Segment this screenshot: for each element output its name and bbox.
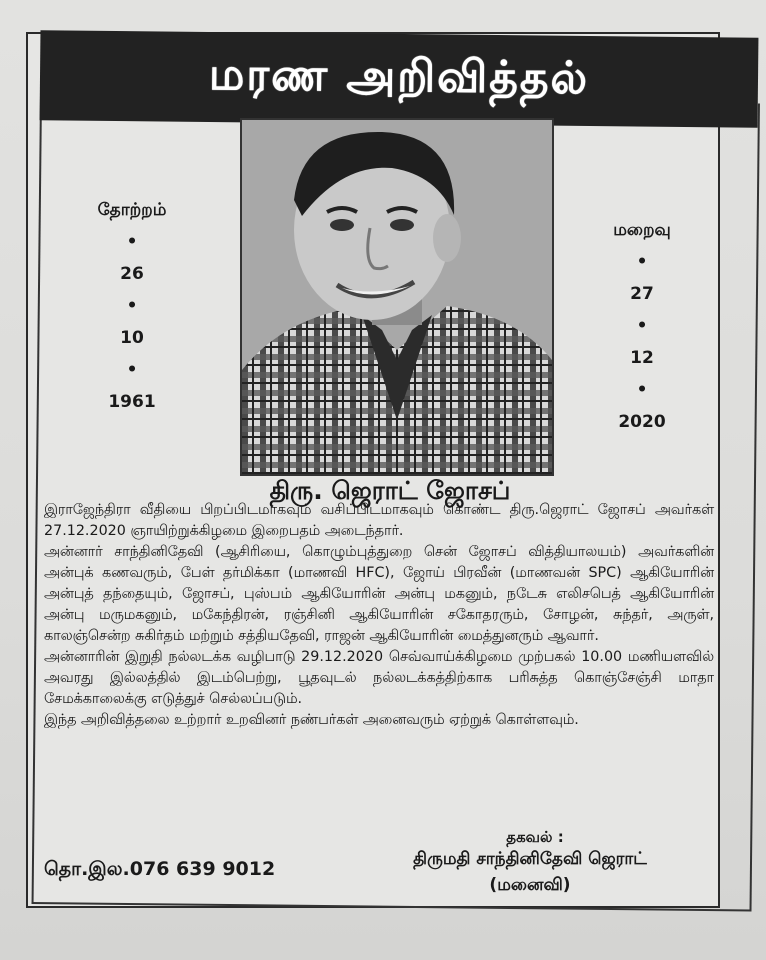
date-separator: • bbox=[636, 316, 648, 336]
paragraph-funeral: அன்னாரின் இறுதி நல்லடக்க வழிபாடு 29.12.2020 செவ்வாய்க்கிழமை முற்பகல் 10.00 மணியளவில் அவரது இல்லத்தில் இடம்பெற்று, பூதவுடல் நல்லடக்கத்திற்காக பரிசுத்த கொஞ்சேஞ்சி மாதா சேமக்காலைக்கு எடுத்துச் செல்லப்படும். bbox=[44, 649, 714, 707]
death-day: 27 bbox=[630, 284, 654, 304]
paragraph-closing: இந்த அறிவித்தலை உற்றார் உறவினர் நண்பர்கள் அனைவரும் ஏற்றுக் கொள்ளவும். bbox=[44, 712, 579, 728]
signer-relation: (மனைவி) bbox=[489, 875, 571, 895]
death-year: 2020 bbox=[618, 412, 666, 432]
signer-block bbox=[380, 846, 680, 898]
birth-day: 26 bbox=[120, 264, 144, 284]
title-banner bbox=[40, 30, 759, 128]
date-separator: • bbox=[636, 380, 648, 400]
portrait-illustration bbox=[242, 120, 552, 474]
birth-year: 1961 bbox=[108, 392, 156, 412]
date-separator: • bbox=[126, 296, 138, 316]
deceased-name: திரு. ஜெராட் ஜோசப் bbox=[269, 476, 511, 505]
birth-label: தோற்றம் bbox=[97, 200, 167, 220]
phone-number: தொ.இல.076 639 9012 bbox=[44, 858, 276, 880]
date-separator: • bbox=[126, 232, 138, 252]
info-label: தகவல் : bbox=[506, 828, 564, 846]
birth-month: 10 bbox=[120, 328, 144, 348]
portrait-photo bbox=[240, 118, 554, 476]
birth-date-column bbox=[72, 194, 192, 418]
signer-name: திருமதி சாந்தினிதேவி ஜெராட் bbox=[413, 849, 647, 869]
paragraph-family: அன்னார் சாந்தினிதேவி (ஆசிரியை, கொழும்புத்துறை சென் ஜோசப் வித்தியாலயம்) அவர்களின் அன்புக் கணவரும், பேள் தர்மிக்கா (மாணவி HFC), ஜோய் பிரவீன் (மாணவன் SPC) ஆகியோரின் அன்புத் தந்தையும், ஜோசப், புஸ்பம் ஆகியோரின் அன்பு மகனும், நடேசு எலிசபெத் ஆகியோரின் அன்பு மருமகனும், மகேந்திரன், ரஞ்சினி ஆகியோரின் சகோதரரும், சோழன், சுந்தர், அருள், காலஞ்சென்ற சுகிர்தம் மற்றும் சத்தியதேவி, ராஜன் ஆகியோரின் மைத்துனரும் ஆவார். bbox=[44, 544, 714, 644]
notice-title: மரண அறிவித்தல் bbox=[208, 48, 590, 104]
notice-body bbox=[44, 500, 714, 731]
date-separator: • bbox=[636, 252, 648, 272]
death-label: மறைவு bbox=[613, 220, 671, 240]
date-separator: • bbox=[126, 360, 138, 380]
death-month: 12 bbox=[630, 348, 654, 368]
death-date-column bbox=[582, 214, 702, 438]
paragraph-announcement: இராஜேந்திரா வீதியை பிறப்பிடமாகவும் வசிப்பிடமாகவும் கொண்ட திரு.ஜெராட் ஜோசப் அவர்கள் 27.12.2020 ஞாயிற்றுக்கிழமை இறைபதம் அடைந்தார். bbox=[44, 502, 714, 539]
